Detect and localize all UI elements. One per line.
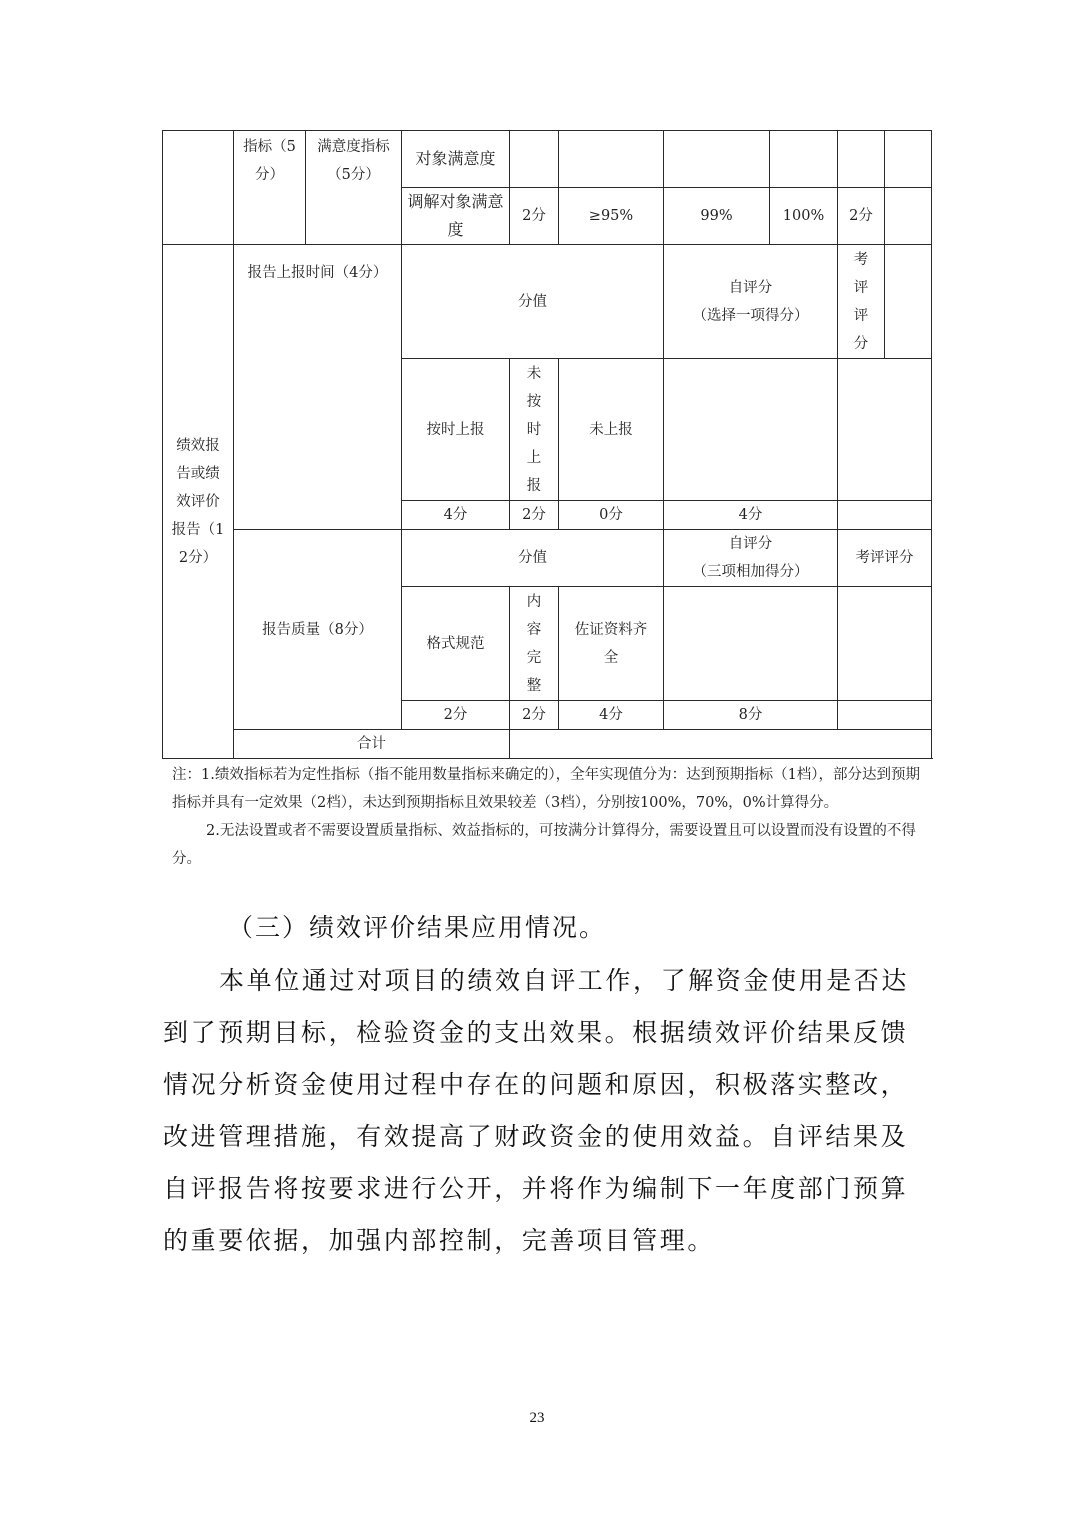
mediation-actual-cell: 99% (664, 188, 770, 245)
section-heading: （三）绩效评价结果应用情况。 (228, 913, 607, 942)
table-cell-empty (885, 131, 932, 188)
time-self-score-cell: 4分 (664, 501, 838, 530)
object-satisfaction-cell: 对象满意度 (402, 131, 510, 188)
mediation-satisfaction-cell: 调解对象满意度 (402, 188, 510, 245)
time-points-cell: 2分 (510, 501, 559, 530)
review-score-header-cell: 考评评分 (838, 530, 932, 587)
satisfaction-indicator-cell: 满意度指标（5分） (306, 131, 402, 245)
mediation-score-cell: 2分 (838, 188, 885, 245)
table-cell-empty (770, 131, 838, 188)
table-cell-empty (510, 131, 559, 188)
table-row (163, 131, 932, 188)
report-time-label-cell: 报告上报时间（4分） (234, 245, 402, 530)
mediation-weight-cell: 2分 (510, 188, 559, 245)
quality-points-cell: 2分 (402, 701, 510, 730)
performance-evaluation-table (162, 130, 932, 759)
review-score-header-cell (838, 245, 885, 359)
table-notes (172, 761, 924, 873)
table-cell-empty (838, 131, 885, 188)
evidence-complete-label: 佐证资料齐全 (574, 621, 648, 666)
on-time-cell: 按时上报 (402, 359, 510, 501)
table-cell-empty (885, 188, 932, 245)
review-score-title: 考评评分 (853, 251, 869, 352)
table-row (163, 245, 932, 359)
note-1: 注：1.绩效指标若为定性指标（指不能用数量指标来确定的），全年实现值分为：达到预期指标（1档），部分达到预期指标并具有一定效果（2档），未达到预期指标且效果较差（3档），分别按100%，70%，0%计算得分。 (172, 767, 921, 811)
quality-self-score-cell: 8分 (664, 701, 838, 730)
report-section-cell (163, 245, 234, 759)
table-cell-empty (838, 701, 932, 730)
score-value-header-cell: 分值 (402, 245, 664, 359)
format-cell: 格式规范 (402, 587, 510, 701)
table-row (163, 530, 932, 587)
table-cell-empty (163, 131, 234, 245)
mediation-rate-cell: 100% (770, 188, 838, 245)
content-complete-label: 内容完整 (526, 593, 542, 694)
content-complete-cell (510, 587, 559, 701)
time-points-cell: 4分 (402, 501, 510, 530)
table-cell-empty (838, 587, 932, 701)
self-score-subtitle: （三项相加得分） (692, 564, 809, 580)
note-2: 2.无法设置或者不需要设置质量指标、效益指标的，可按满分计算得分，需要设置且可以设置而没有设置的不得分。 (172, 823, 916, 867)
table-cell-empty (838, 359, 932, 501)
total-label: 合计 (357, 736, 386, 752)
total-label-cell (234, 730, 510, 759)
mediation-target-cell: ≥95% (559, 188, 664, 245)
not-on-time-label: 未按时上报 (526, 365, 542, 494)
table-cell-empty (838, 501, 932, 530)
table-row (163, 730, 932, 759)
quality-points-cell: 4分 (559, 701, 664, 730)
report-section-label: 绩效报告或绩效评价报告（12分） (171, 437, 225, 566)
table-cell-empty (664, 359, 838, 501)
self-score-subtitle: （选择一项得分） (692, 307, 809, 324)
not-on-time-cell (510, 359, 559, 501)
indicator-category-cell: 指标（5分） (234, 131, 306, 245)
not-reported-cell: 未上报 (559, 359, 664, 501)
page-number: 23 (529, 1410, 545, 1426)
self-score-header-cell (664, 530, 838, 587)
self-score-title: 自评分 (728, 536, 773, 552)
table-cell-empty (510, 730, 932, 759)
self-score-header-cell (664, 245, 838, 359)
body-paragraph: 本单位通过对项目的绩效自评工作，了解资金使用是否达到了预期目标，检验资金的支出效果。根据绩效评价结果反馈情况分析资金使用过程中存在的问题和原因，积极落实整改，改进管理措施，有效提高了财政资金的使用效益。自评结果及自评报告将按要求进行公开，并将作为编制下一年度部门预算的重要依据，加强内部控制，完善项目管理。 (163, 966, 910, 1255)
table-cell-empty (559, 131, 664, 188)
table-cell-empty (664, 587, 838, 701)
evidence-complete-cell (559, 587, 664, 701)
report-quality-label-cell: 报告质量（8分） (234, 530, 402, 730)
table-cell-empty (664, 131, 770, 188)
score-value-header-cell: 分值 (402, 530, 664, 587)
time-points-cell: 0分 (559, 501, 664, 530)
self-score-title: 自评分 (728, 279, 773, 296)
quality-points-cell: 2分 (510, 701, 559, 730)
table-cell-empty (885, 245, 932, 359)
